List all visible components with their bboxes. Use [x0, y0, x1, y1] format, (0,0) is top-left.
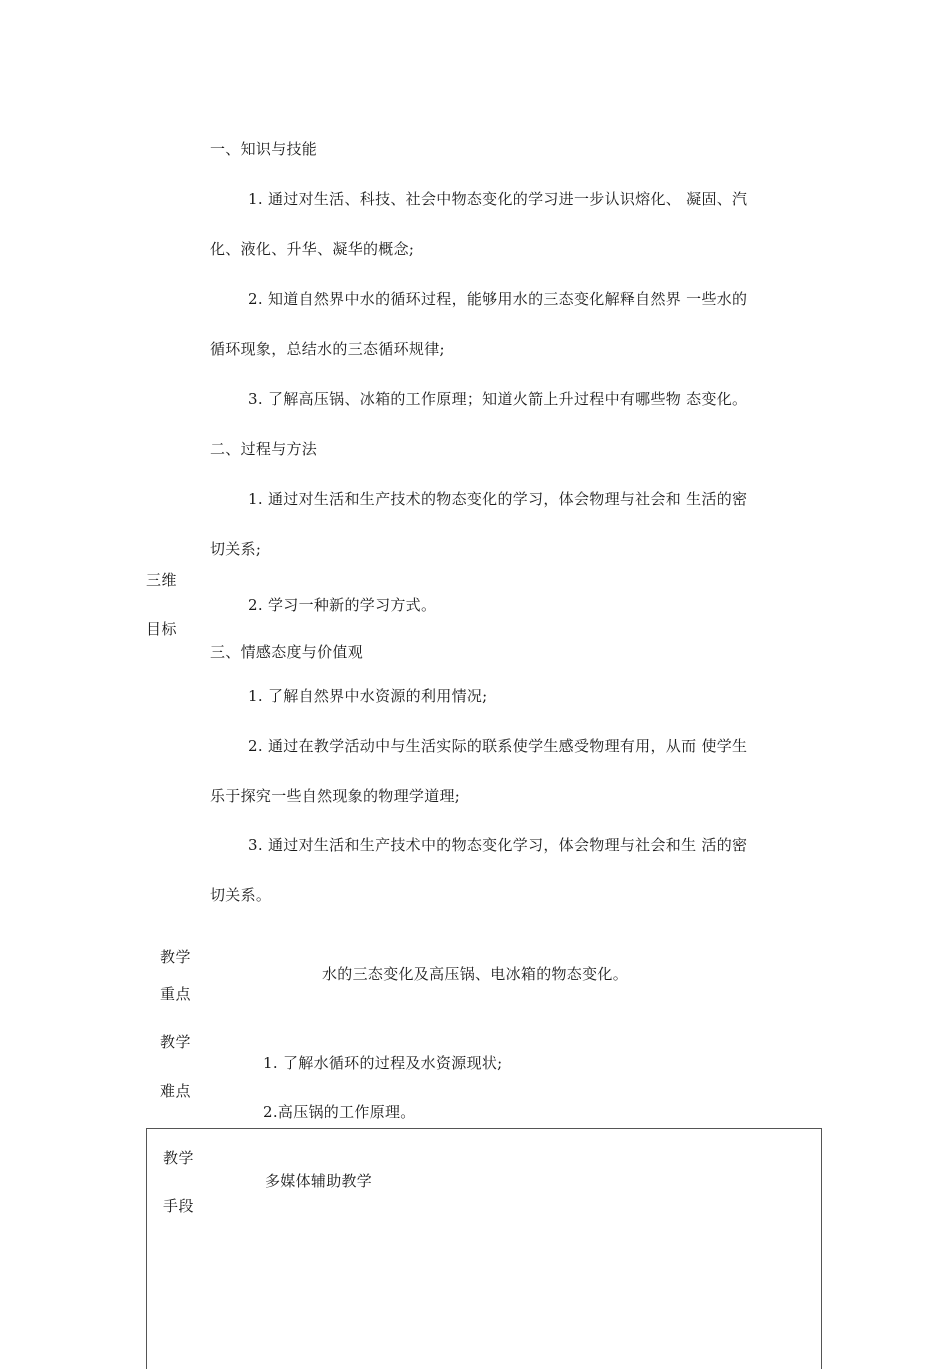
- methods-content: 多媒体辅助教学: [265, 1172, 373, 1190]
- objective-text: 循环现象，总结水的三态循环规律;: [210, 340, 445, 358]
- objective-text: 3. 通过对生活和生产技术中的物态变化学习，体会物理与社会和生 活的密: [248, 836, 748, 854]
- objective-text: 切关系。: [210, 886, 272, 904]
- methods-table-cell: [146, 1128, 822, 1369]
- objective-text: 1. 通过对生活、科技、社会中物态变化的学习进一步认识熔化、 凝固、汽: [248, 190, 748, 208]
- methods-label-line2: 手段: [163, 1197, 195, 1215]
- objective-text: 乐于探究一些自然现象的物理学道理;: [210, 787, 461, 805]
- key-points-label-line1: 教学: [160, 948, 192, 966]
- objective-text: 2. 学习一种新的学习方式。: [248, 596, 437, 614]
- objective-text: 切关系;: [210, 540, 262, 558]
- objective-text: 3. 了解高压锅、冰箱的工作原理；知道火箭上升过程中有哪些物 态变化。: [248, 390, 748, 408]
- objectives-label-line2: 目标: [146, 620, 178, 638]
- section-heading-attitude: 三、情感态度与价值观: [210, 643, 364, 661]
- objective-text: 1. 了解自然界中水资源的利用情况;: [248, 687, 488, 705]
- difficulties-label-line2: 难点: [160, 1082, 192, 1100]
- objectives-label-line1: 三维: [146, 571, 178, 589]
- difficulties-label-line1: 教学: [160, 1033, 192, 1051]
- objective-text: 化、液化、升华、凝华的概念;: [210, 240, 415, 258]
- objective-text: 1. 通过对生活和生产技术的物态变化的学习，体会物理与社会和 生活的密: [248, 490, 748, 508]
- section-heading-knowledge: 一、知识与技能: [210, 140, 318, 158]
- key-points-content: 水的三态变化及高压锅、电冰箱的物态变化。: [322, 965, 629, 983]
- difficulty-item: 2.高压锅的工作原理。: [263, 1103, 416, 1121]
- key-points-label-line2: 重点: [160, 985, 192, 1003]
- methods-label-line1: 教学: [163, 1149, 195, 1167]
- difficulty-item: 1. 了解水循环的过程及水资源现状;: [263, 1054, 503, 1072]
- section-heading-process: 二、过程与方法: [210, 440, 318, 458]
- objective-text: 2. 通过在教学活动中与生活实际的联系使学生感受物理有用，从而 使学生: [248, 737, 748, 755]
- objective-text: 2. 知道自然界中水的循环过程，能够用水的三态变化解释自然界 一些水的: [248, 290, 748, 308]
